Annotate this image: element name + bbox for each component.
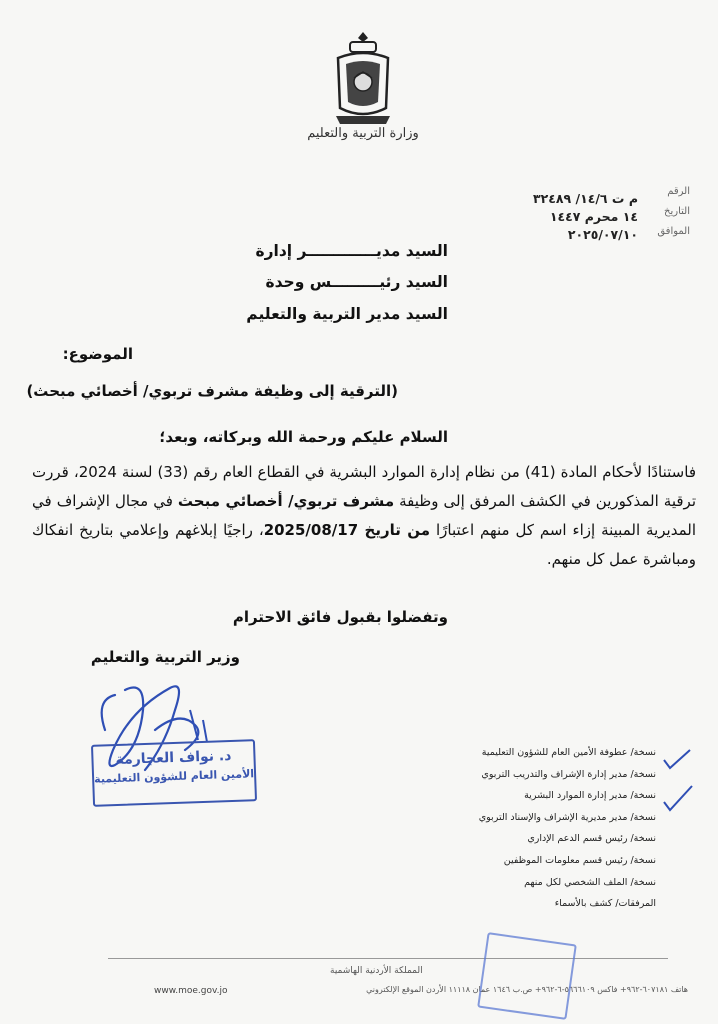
- checkmark-annotations: [660, 748, 700, 818]
- greeting: السلام عليكم ورحمة الله وبركاته، وبعد؛: [159, 428, 448, 446]
- reference-number: م ت ١٤/٦/ ٣٢٤٨٩: [533, 191, 638, 206]
- signatory-title: وزير التربية والتعليم: [90, 648, 240, 666]
- body-bold-date: من تاريخ 2025/08/17: [263, 521, 431, 539]
- cc-item: نسخة/ رئيس قسم معلومات الموظفين: [503, 854, 656, 866]
- ref-label-corresponding: الموافق: [657, 226, 690, 237]
- copies-list: [479, 742, 656, 915]
- cc-item: نسخة/ مدير إدارة الموارد البشرية: [524, 790, 656, 802]
- footer-website: www.moe.gov.jo: [154, 986, 228, 996]
- closing-line: وتفضلوا بقبول فائق الاحترام: [232, 608, 448, 626]
- footer-kingdom: المملكة الأردنية الهاشمية: [330, 966, 423, 976]
- reference-labels: [657, 182, 690, 242]
- hijri-date: ١٤ محرم ١٤٤٧: [549, 209, 638, 224]
- cc-item: نسخة/ مدير إدارة الإشراف والتدريب التربوي: [481, 768, 656, 780]
- royal-crest-emblem: [328, 28, 398, 128]
- recipient-education-director: السيد مدير التربية والتعليم: [246, 305, 448, 323]
- official-stamp: [91, 739, 257, 807]
- cc-item: نسخة/ عطوفة الأمين العام للشؤون التعليمية: [481, 747, 656, 758]
- ref-label-date: التاريخ: [664, 206, 690, 217]
- receipt-stamp: [477, 932, 577, 1020]
- body-part-2: في مجال الإشراف في المديرية المبينة إزاء اسم كل منهم اعتبارًا: [32, 492, 696, 539]
- stamp-name: د. نواف العجارمة: [115, 747, 232, 769]
- cc-item: نسخة/ رئيس قسم الدعم الإداري: [527, 833, 656, 845]
- reference-values: [533, 190, 638, 244]
- attachments-note: المرفقات/ كشف بالأسماء: [554, 898, 656, 910]
- gregorian-date: ٢٠٢٥/٠٧/١٠: [567, 227, 638, 242]
- cc-item: نسخة/ مدير مديرية الإشراف والإسناد التربوي: [478, 811, 656, 823]
- body-bold-position: مشرف تربوي/ أخصائي مبحث: [177, 492, 395, 510]
- body-part-3: ، راجيًا إبلاغهم وإعلامي بتاريخ انفكاك ومباشرة عمل كل منهم.: [32, 521, 696, 568]
- subject-text: (الترقية إلى وظيفة مشرف تربوي/ أخصائي مبحث): [26, 382, 398, 400]
- ministry-name-logo: وزارة التربية والتعليم: [307, 126, 419, 141]
- footer-divider: [108, 958, 668, 959]
- stamp-title: الأمين العام للشؤون التعليمية: [93, 767, 255, 786]
- footer-contact: هاتف ٦٠٧١٨١-٩٦٢+ فاكس ٥٦٦٦١٠٩-٦-٩٦٢+ ص.ب ١٦٤٦ عمان ١١١١٨ الأردن الموقع الإلكتروني: [366, 985, 688, 994]
- cc-item: نسخة/ الملف الشخصي لكل منهم: [524, 876, 656, 888]
- recipient-unit-head: السيد رئيـــــــــس وحدة: [265, 273, 448, 291]
- subject-label: الموضوع:: [62, 345, 133, 363]
- ref-label-number: الرقم: [667, 186, 690, 197]
- letter-body: [32, 458, 696, 574]
- body-part-1: فاستنادًا لأحكام المادة (41) من نظام إدارة الموارد البشرية في القطاع العام رقم (33) لسنة 2024، قررت ترقية المذكورين في الكشف المرفق إلى وظيفة: [32, 463, 696, 510]
- recipient-department-director: السيد مديـــــــــــــر إدارة: [255, 242, 448, 260]
